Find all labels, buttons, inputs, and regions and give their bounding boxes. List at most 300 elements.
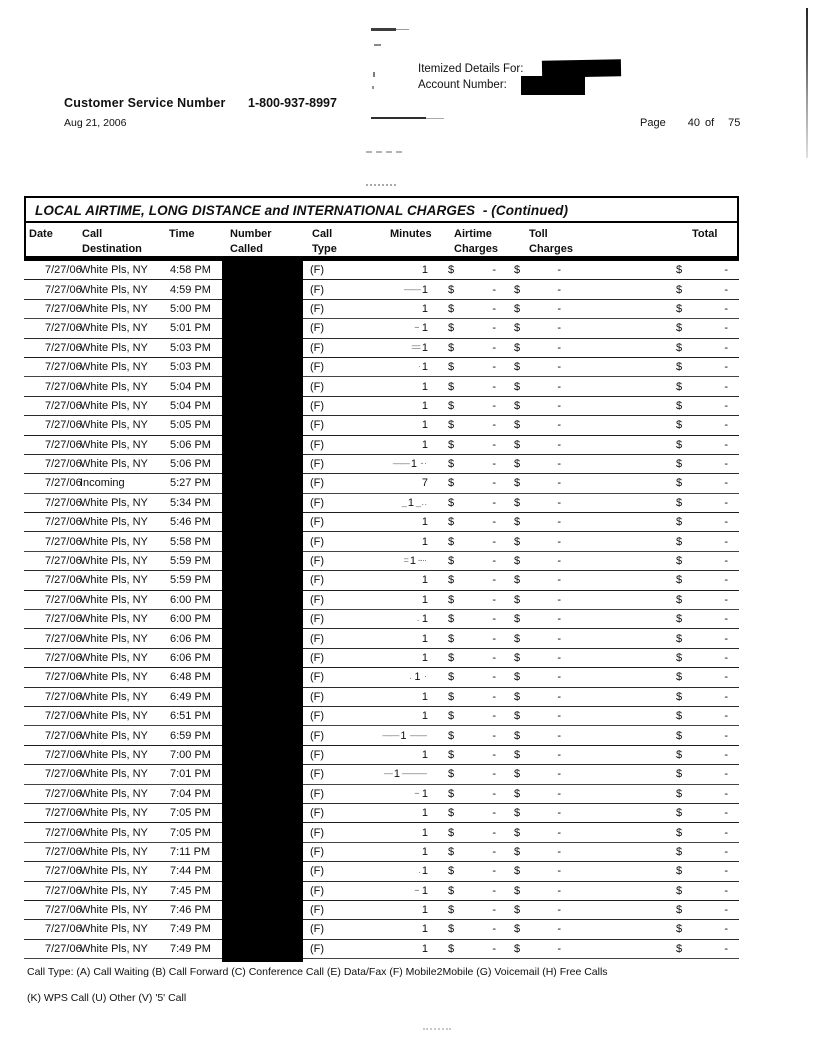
statement-date: Aug 21, 2006 xyxy=(64,117,127,129)
table-row xyxy=(24,785,739,804)
cell-money xyxy=(660,458,739,470)
currency-symbol: $ xyxy=(448,845,455,858)
cell-date: 7/27/06 xyxy=(45,671,82,684)
cell-date: 7/27/06 xyxy=(45,826,82,839)
scan-noise: -- xyxy=(414,787,420,798)
amount-dash: - xyxy=(492,904,496,917)
cell-minutes: 7 xyxy=(421,477,428,490)
amount-dash: - xyxy=(492,496,496,509)
currency-symbol: $ xyxy=(676,652,683,664)
currency-symbol: $ xyxy=(514,593,521,606)
cell-date: 7/27/06 xyxy=(45,555,82,568)
amount-dash: - xyxy=(492,632,496,645)
scan-noise: —— xyxy=(408,729,426,740)
table-row xyxy=(24,532,739,551)
cell-minutes: —— 1 - · xyxy=(392,458,426,471)
currency-symbol: $ xyxy=(676,535,683,548)
amount-dash: - xyxy=(724,516,728,529)
amount-dash: - xyxy=(724,690,728,703)
cell-minutes: . 1 xyxy=(416,613,428,626)
currency-symbol: $ xyxy=(448,652,455,664)
cell-call-type: (F) xyxy=(310,768,325,781)
scan-noise: == xyxy=(411,341,420,352)
amount-dash: - xyxy=(557,535,561,548)
cell-money xyxy=(660,652,739,664)
scan-noise: . xyxy=(409,671,413,682)
cell-minutes: 1 xyxy=(421,380,428,393)
table-row xyxy=(24,513,739,532)
cell-time: 5:59 PM xyxy=(170,574,211,587)
cell-money xyxy=(510,768,580,780)
cell-destination: White Pls, NY xyxy=(80,826,148,839)
amount-dash: - xyxy=(724,496,728,509)
cell-minutes: 1 xyxy=(421,574,428,587)
scan-artifact-dot xyxy=(374,44,381,46)
cell-money xyxy=(433,943,510,955)
cell-time: 7:49 PM xyxy=(170,923,211,936)
currency-symbol: $ xyxy=(514,419,521,432)
charges-table-header xyxy=(24,196,739,261)
currency-symbol: $ xyxy=(514,574,521,587)
amount-dash: - xyxy=(724,361,728,374)
cell-money xyxy=(433,846,510,858)
table-row xyxy=(24,377,739,396)
currency-symbol: $ xyxy=(514,535,521,548)
cell-time: 6:06 PM xyxy=(170,632,211,645)
currency-symbol: $ xyxy=(676,690,683,703)
amount-dash: - xyxy=(492,593,496,606)
col-header-call-type: Call Type xyxy=(312,228,337,255)
cell-money xyxy=(660,322,739,334)
currency-symbol: $ xyxy=(514,632,521,645)
cell-money xyxy=(660,788,739,800)
currency-symbol: $ xyxy=(448,477,455,490)
amount-dash: - xyxy=(557,787,561,800)
scan-noise: —— xyxy=(392,458,409,469)
cell-minutes: 1 xyxy=(421,264,428,277)
cell-money xyxy=(510,846,580,858)
cell-call-type: (F) xyxy=(310,516,325,529)
amount-dash: - xyxy=(492,283,496,296)
cell-call-type: (F) xyxy=(310,419,325,432)
cell-money xyxy=(660,691,739,703)
cell-money xyxy=(433,419,510,431)
scan-noise: _ . . xyxy=(415,496,426,507)
currency-symbol: $ xyxy=(676,574,683,587)
amount-dash: - xyxy=(557,302,561,315)
table-row xyxy=(24,668,739,687)
cell-money xyxy=(433,904,510,916)
scan-noise: —— xyxy=(382,729,399,740)
cell-destination: White Pls, NY xyxy=(80,555,148,568)
cell-date: 7/27/06 xyxy=(45,477,82,490)
amount-dash: - xyxy=(724,419,728,432)
cell-time: 5:03 PM xyxy=(170,361,211,374)
cell-minutes: -- 1 xyxy=(414,322,428,335)
cell-money xyxy=(433,284,510,296)
amount-dash: - xyxy=(492,419,496,432)
cell-date: 7/27/06 xyxy=(45,516,82,529)
currency-symbol: $ xyxy=(514,380,521,393)
amount-dash: - xyxy=(492,690,496,703)
cell-minutes: 1 xyxy=(421,923,428,936)
amount-dash: - xyxy=(557,477,561,490)
cell-money xyxy=(433,768,510,780)
amount-dash: - xyxy=(724,787,728,800)
amount-dash: - xyxy=(724,302,728,315)
cell-money xyxy=(433,477,510,489)
cell-minutes: 1 xyxy=(421,826,428,839)
table-row xyxy=(24,552,739,571)
cell-date: 7/27/06 xyxy=(45,302,82,315)
cell-money xyxy=(510,284,580,296)
scan-noise: -- xyxy=(414,322,420,333)
amount-dash: - xyxy=(557,264,561,277)
cell-call-type: (F) xyxy=(310,496,325,509)
cell-date: 7/27/06 xyxy=(45,438,82,451)
scan-noise: _ xyxy=(401,496,406,507)
cell-destination: White Pls, NY xyxy=(80,884,148,897)
amount-dash: - xyxy=(724,477,728,490)
cell-money xyxy=(660,400,739,412)
currency-symbol: $ xyxy=(448,787,455,800)
cell-call-type: (F) xyxy=(310,690,325,703)
cell-minutes: 1 xyxy=(421,904,428,917)
amount-dash: - xyxy=(557,904,561,917)
currency-symbol: $ xyxy=(514,826,521,839)
scan-noise: · xyxy=(417,361,420,372)
currency-symbol: $ xyxy=(448,361,455,374)
amount-dash: - xyxy=(492,923,496,936)
cell-minutes: -- 1 xyxy=(414,884,428,897)
cell-date: 7/27/06 xyxy=(45,535,82,548)
cell-destination: White Pls, NY xyxy=(80,438,148,451)
cell-time: 4:59 PM xyxy=(170,283,211,296)
cell-date: 7/27/06 xyxy=(45,845,82,858)
scan-noise: —— xyxy=(403,283,420,294)
col-header-minutes: Minutes xyxy=(390,228,432,240)
cell-destination: White Pls, NY xyxy=(80,613,148,626)
currency-symbol: $ xyxy=(514,555,521,568)
currency-symbol: $ xyxy=(514,477,521,490)
currency-symbol: $ xyxy=(676,923,683,936)
cell-money xyxy=(510,264,580,276)
amount-dash: - xyxy=(724,535,728,548)
currency-symbol: $ xyxy=(448,632,455,645)
amount-dash: - xyxy=(557,826,561,839)
amount-dash: - xyxy=(557,729,561,742)
table-body xyxy=(24,261,739,959)
cell-destination: White Pls, NY xyxy=(80,399,148,412)
amount-dash: - xyxy=(724,341,728,354)
cell-destination: White Pls, NY xyxy=(80,904,148,917)
cell-call-type: (F) xyxy=(310,341,325,354)
cell-money xyxy=(510,788,580,800)
cell-money xyxy=(433,303,510,315)
col-header-total: Total xyxy=(692,228,718,240)
cell-money xyxy=(510,516,580,528)
amount-dash: - xyxy=(492,865,496,878)
cell-money xyxy=(660,865,739,877)
currency-symbol: $ xyxy=(676,399,683,412)
cell-money xyxy=(660,516,739,528)
currency-symbol: $ xyxy=(448,555,455,568)
cell-date: 7/27/06 xyxy=(45,768,82,781)
page-number: 40 xyxy=(687,117,700,129)
cell-money xyxy=(660,730,739,742)
amount-dash: - xyxy=(557,865,561,878)
cell-minutes: 1 xyxy=(421,593,428,606)
currency-symbol: $ xyxy=(676,768,683,781)
cell-destination: White Pls, NY xyxy=(80,283,148,296)
cell-money xyxy=(510,827,580,839)
cell-call-type: (F) xyxy=(310,438,325,451)
amount-dash: - xyxy=(557,341,561,354)
cell-money xyxy=(660,633,739,645)
currency-symbol: $ xyxy=(676,555,683,568)
cell-money xyxy=(660,904,739,916)
cell-money xyxy=(660,303,739,315)
currency-symbol: $ xyxy=(514,399,521,412)
currency-symbol: $ xyxy=(676,632,683,645)
currency-symbol: $ xyxy=(448,574,455,587)
currency-symbol: $ xyxy=(514,942,521,955)
currency-symbol: $ xyxy=(514,458,521,471)
cell-minutes: == 1 xyxy=(411,341,428,354)
currency-symbol: $ xyxy=(448,283,455,296)
currency-symbol: $ xyxy=(676,787,683,800)
cell-date: 7/27/06 xyxy=(45,942,82,955)
cell-money xyxy=(433,264,510,276)
cell-minutes: 1 xyxy=(421,845,428,858)
cell-call-type: (F) xyxy=(310,787,325,800)
cell-money xyxy=(510,536,580,548)
cell-money xyxy=(433,342,510,354)
cell-money xyxy=(433,613,510,625)
amount-dash: - xyxy=(492,322,496,335)
amount-dash: - xyxy=(557,652,561,664)
cell-minutes: 1 xyxy=(421,516,428,529)
currency-symbol: $ xyxy=(514,438,521,451)
amount-dash: - xyxy=(492,341,496,354)
amount-dash: - xyxy=(724,574,728,587)
cell-call-type: (F) xyxy=(310,884,325,897)
cell-call-type: (F) xyxy=(310,904,325,917)
cell-time: 5:05 PM xyxy=(170,419,211,432)
cell-time: 5:00 PM xyxy=(170,302,211,315)
amount-dash: - xyxy=(557,283,561,296)
cell-destination: White Pls, NY xyxy=(80,845,148,858)
cell-call-type: (F) xyxy=(310,283,325,296)
amount-dash: - xyxy=(557,380,561,393)
cell-money xyxy=(660,923,739,935)
amount-dash: - xyxy=(724,438,728,451)
cell-destination: White Pls, NY xyxy=(80,865,148,878)
cell-date: 7/27/06 xyxy=(45,710,82,723)
customer-service-number: 1-800-937-8997 xyxy=(248,96,337,110)
cell-time: 7:00 PM xyxy=(170,748,211,761)
table-row xyxy=(24,707,739,726)
currency-symbol: $ xyxy=(676,904,683,917)
cell-money xyxy=(433,885,510,897)
cell-money xyxy=(433,730,510,742)
amount-dash: - xyxy=(724,671,728,684)
amount-dash: - xyxy=(724,613,728,626)
amount-dash: - xyxy=(724,768,728,781)
amount-dash: - xyxy=(724,555,728,568)
amount-dash: - xyxy=(557,613,561,626)
currency-symbol: $ xyxy=(514,865,521,878)
currency-symbol: $ xyxy=(676,496,683,509)
cell-destination: White Pls, NY xyxy=(80,264,148,277)
currency-symbol: $ xyxy=(514,845,521,858)
currency-symbol: $ xyxy=(514,807,521,820)
table-row xyxy=(24,629,739,648)
cell-call-type: (F) xyxy=(310,361,325,374)
amount-dash: - xyxy=(492,768,496,781)
cell-destination: White Pls, NY xyxy=(80,322,148,335)
currency-symbol: $ xyxy=(448,748,455,761)
table-row xyxy=(24,823,739,842)
cell-call-type: (F) xyxy=(310,729,325,742)
col-header-call-destination: Call Destination xyxy=(82,228,142,255)
cell-money xyxy=(660,284,739,296)
currency-symbol: $ xyxy=(448,884,455,897)
cell-call-type: (F) xyxy=(310,865,325,878)
amount-dash: - xyxy=(724,283,728,296)
cell-minutes: . 1 xyxy=(418,865,428,878)
currency-symbol: $ xyxy=(514,302,521,315)
amount-dash: - xyxy=(492,807,496,820)
cell-money xyxy=(433,497,510,509)
cell-time: 6:51 PM xyxy=(170,710,211,723)
cell-time: 5:59 PM xyxy=(170,555,211,568)
currency-symbol: $ xyxy=(448,593,455,606)
table-row xyxy=(24,610,739,629)
cell-time: 6:49 PM xyxy=(170,690,211,703)
cell-money xyxy=(660,943,739,955)
account-number-label: Account Number: xyxy=(418,79,507,91)
cell-call-type: (F) xyxy=(310,555,325,568)
cell-destination: White Pls, NY xyxy=(80,458,148,471)
cell-money xyxy=(510,943,580,955)
amount-dash: - xyxy=(557,496,561,509)
cell-date: 7/27/06 xyxy=(45,361,82,374)
cell-money xyxy=(510,613,580,625)
amount-dash: - xyxy=(557,399,561,412)
currency-symbol: $ xyxy=(676,341,683,354)
cell-call-type: (F) xyxy=(310,923,325,936)
page-label: Page xyxy=(640,117,666,129)
amount-dash: - xyxy=(724,322,728,335)
currency-symbol: $ xyxy=(676,322,683,335)
currency-symbol: $ xyxy=(448,613,455,626)
currency-symbol: $ xyxy=(676,826,683,839)
cell-call-type: (F) xyxy=(310,710,325,723)
cell-date: 7/27/06 xyxy=(45,458,82,471)
cell-time: 5:06 PM xyxy=(170,458,211,471)
table-row xyxy=(24,765,739,784)
currency-symbol: $ xyxy=(514,729,521,742)
currency-symbol: $ xyxy=(676,302,683,315)
currency-symbol: $ xyxy=(448,729,455,742)
currency-symbol: $ xyxy=(676,865,683,878)
call-type-legend-line1: Call Type: (A) Call Waiting (B) Call Forward (C) Conference Call (E) Data/Fax (F) Mobile2Mobile (G) Voicemail (H) Free Calls xyxy=(27,966,608,978)
cell-money xyxy=(510,497,580,509)
amount-dash: - xyxy=(492,729,496,742)
amount-dash: - xyxy=(492,671,496,684)
currency-symbol: $ xyxy=(676,380,683,393)
cell-money xyxy=(510,730,580,742)
redacted-number-called-column xyxy=(222,261,303,962)
cell-time: 7:11 PM xyxy=(170,845,211,858)
cell-destination: White Pls, NY xyxy=(80,419,148,432)
cell-destination: White Pls, NY xyxy=(80,748,148,761)
cell-date: 7/27/06 xyxy=(45,322,82,335)
amount-dash: - xyxy=(557,322,561,335)
currency-symbol: $ xyxy=(676,516,683,529)
cell-money xyxy=(660,536,739,548)
cell-destination: White Pls, NY xyxy=(80,516,148,529)
currency-symbol: $ xyxy=(514,671,521,684)
amount-dash: - xyxy=(724,632,728,645)
cell-minutes: -- 1 xyxy=(414,787,428,800)
table-row xyxy=(24,940,739,959)
cell-money xyxy=(660,594,739,606)
table-row xyxy=(24,688,739,707)
currency-symbol: $ xyxy=(676,438,683,451)
currency-symbol: $ xyxy=(514,904,521,917)
amount-dash: - xyxy=(557,593,561,606)
amount-dash: - xyxy=(724,865,728,878)
currency-symbol: $ xyxy=(448,516,455,529)
currency-symbol: $ xyxy=(448,399,455,412)
of-label: of xyxy=(704,117,715,129)
table-row xyxy=(24,862,739,881)
cell-date: 7/27/06 xyxy=(45,574,82,587)
currency-symbol: $ xyxy=(448,496,455,509)
amount-dash: - xyxy=(557,361,561,374)
scan-noise: — xyxy=(383,768,392,779)
cell-minutes: · 1 xyxy=(417,361,428,374)
currency-symbol: $ xyxy=(448,826,455,839)
itemized-details-label: Itemized Details For: xyxy=(418,63,524,75)
cell-money xyxy=(510,807,580,819)
amount-dash: - xyxy=(724,942,728,955)
currency-symbol: $ xyxy=(448,264,455,277)
cell-money xyxy=(433,788,510,800)
cell-call-type: (F) xyxy=(310,458,325,471)
currency-symbol: $ xyxy=(448,904,455,917)
currency-symbol: $ xyxy=(514,884,521,897)
amount-dash: - xyxy=(724,884,728,897)
currency-symbol: $ xyxy=(448,671,455,684)
currency-symbol: $ xyxy=(448,807,455,820)
cell-money xyxy=(510,381,580,393)
cell-call-type: (F) xyxy=(310,613,325,626)
redacted-subscriber-name xyxy=(542,59,621,77)
amount-dash: - xyxy=(724,904,728,917)
currency-symbol: $ xyxy=(448,419,455,432)
cell-money xyxy=(510,361,580,373)
scan-artifact-dot xyxy=(372,86,374,89)
cell-money xyxy=(433,749,510,761)
cell-time: 7:46 PM xyxy=(170,904,211,917)
cell-destination: White Pls, NY xyxy=(80,787,148,800)
amount-dash: - xyxy=(492,942,496,955)
scan-artifact-page-edge-line xyxy=(806,8,808,158)
cell-destination: White Pls, NY xyxy=(80,768,148,781)
